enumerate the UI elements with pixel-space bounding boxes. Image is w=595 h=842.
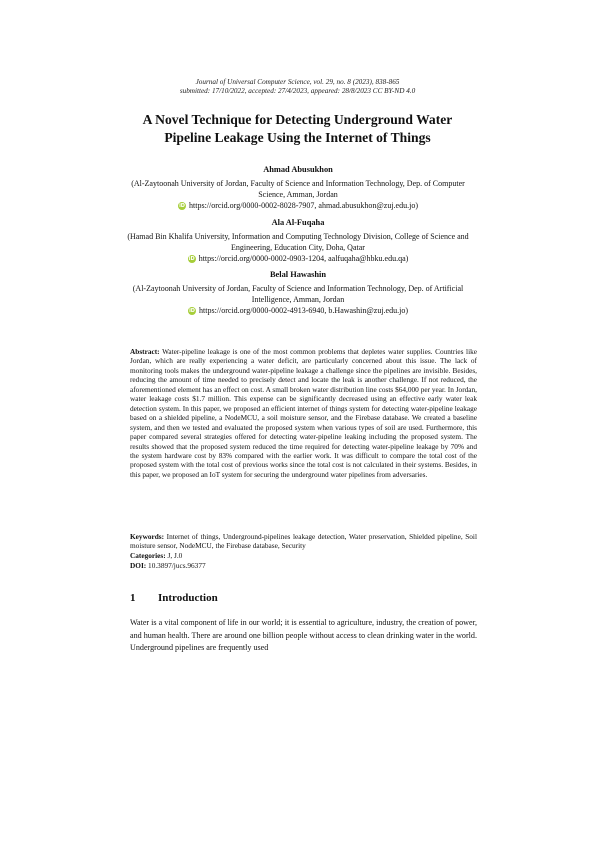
- intro-paragraph: Water is a vital component of life in our world; it is essential to agriculture, industry, the creation of power, and human health. There are around one billion people without access to clean drinking water in the world. Underground pipelines are frequently used: [130, 618, 477, 653]
- title-line-2: Pipeline Leakage Using the Internet of Things: [164, 130, 431, 145]
- orcid-icon[interactable]: iD: [179, 203, 185, 210]
- categories: [130, 551, 477, 560]
- title-line-1: A Novel Technique for Detecting Underground Water: [142, 112, 453, 127]
- author-contact: [188, 306, 408, 317]
- author-contact: [178, 201, 418, 212]
- abstract-label: Abstract:: [130, 347, 160, 356]
- categories-text: J, J.0: [167, 551, 183, 560]
- author-contact-text[interactable]: https://orcid.org/0000-0002-8028-7907, ahmad.abusukhon@zuj.edu.jo): [189, 201, 418, 210]
- orcid-icon[interactable]: iD: [189, 308, 195, 315]
- keywords: [130, 532, 477, 551]
- doi-link[interactable]: 10.3897/jucs.96377: [148, 561, 206, 570]
- author-block: [118, 165, 478, 212]
- doi-label: DOI:: [130, 561, 147, 570]
- author-contact-text[interactable]: https://orcid.org/0000-0002-4913-6940, b.Hawashin@zuj.edu.jo): [199, 306, 408, 315]
- abstract-text: Water-pipeline leakage is one of the most common problems that depletes water supplies. Countries like Jordan, which are really experiencing a water deficit, are particularly concerned about this issue. The lack of monitoring tools makes the underground water-pipeline leakage a challenge since the pipelines are invisible. Besides, reducing the amount of time needed to precisely detect and locate the leak is another challenge. If not reduced, the aforementioned element has an effect on cost. A small broken water distribution line costs $64,000 per year. In Jordan, water leakage costs $1.7 million. This expense can be significantly decreased using an effective early water leak detection system. In this paper, we proposed an efficient internet of things system for detecting water-pipeline leakage based on a shielded pipeline, a NodeMCU, a soil moisture sensor, and the Firebase database. We created a baseline system, and then we tested and evaluated the proposed system when various types of soil are used. Furthermore, this paper compared several strategies offered for detecting water-pipeline leaking including the proposed system. The results showed that the proposed system reduced the time required for detecting water-pipeline leakage by 70% and the system hardware cost by 83% compared with the earlier work. It was difficult to compare the total cost of the proposed system with the total cost of previous works since the total cost is not calculated in their systems. Besides, in this paper, we proposed an IoT system for securing the underground water pipelines from adversaries.: [130, 347, 477, 479]
- section-title: Introduction: [158, 592, 218, 604]
- keywords-label: Keywords:: [130, 532, 165, 541]
- author-contact: [188, 254, 409, 265]
- author-name: Ala Al-Fuqaha: [271, 218, 325, 227]
- orcid-icon[interactable]: iD: [188, 256, 195, 263]
- doi: [130, 561, 477, 570]
- section-heading: [130, 592, 218, 604]
- journal-citation: Journal of Universal Computer Science, vol. 29, no. 8 (2023), 838-865: [195, 78, 400, 86]
- paper-title: [60, 111, 535, 147]
- submission-dates: submitted: 17/10/2022, accepted: 27/4/2023, appeared: 28/8/2023 CC BY-ND 4.0: [179, 87, 416, 95]
- author-name: Ahmad Abusukhon: [263, 165, 333, 174]
- keywords-text: Internet of things, Underground-pipelines leakage detection, Water preservation, Shielded pipeline, Soil moisture sensor, NodeMCU, the Firebase database, Security: [130, 532, 477, 551]
- section-number: 1: [130, 592, 136, 604]
- author-contact-text[interactable]: https://orcid.org/0000-0002-0903-1204, aalfuqaha@hbku.edu.qa): [198, 254, 409, 263]
- categories-label: Categories:: [130, 551, 166, 560]
- abstract: [130, 347, 477, 479]
- author-name: Belal Hawashin: [269, 270, 327, 279]
- author-affiliation: (Al-Zaytoonah University of Jordan, Faculty of Science and Information Technology, Dep. of Computer Science, Amman, Jordan: [131, 178, 465, 199]
- author-block: [118, 218, 478, 265]
- author-affiliation: (Al-Zaytoonah University of Jordan, Faculty of Science and Information Technology, Dep. of Artificial Intelligence, Amman, Jordan: [132, 283, 464, 304]
- author-block: [118, 270, 478, 317]
- author-affiliation: (Hamad Bin Khalifa University, Information and Computing Technology Division, College of Science and Engineering, Education City, Doha, Qatar: [127, 231, 469, 252]
